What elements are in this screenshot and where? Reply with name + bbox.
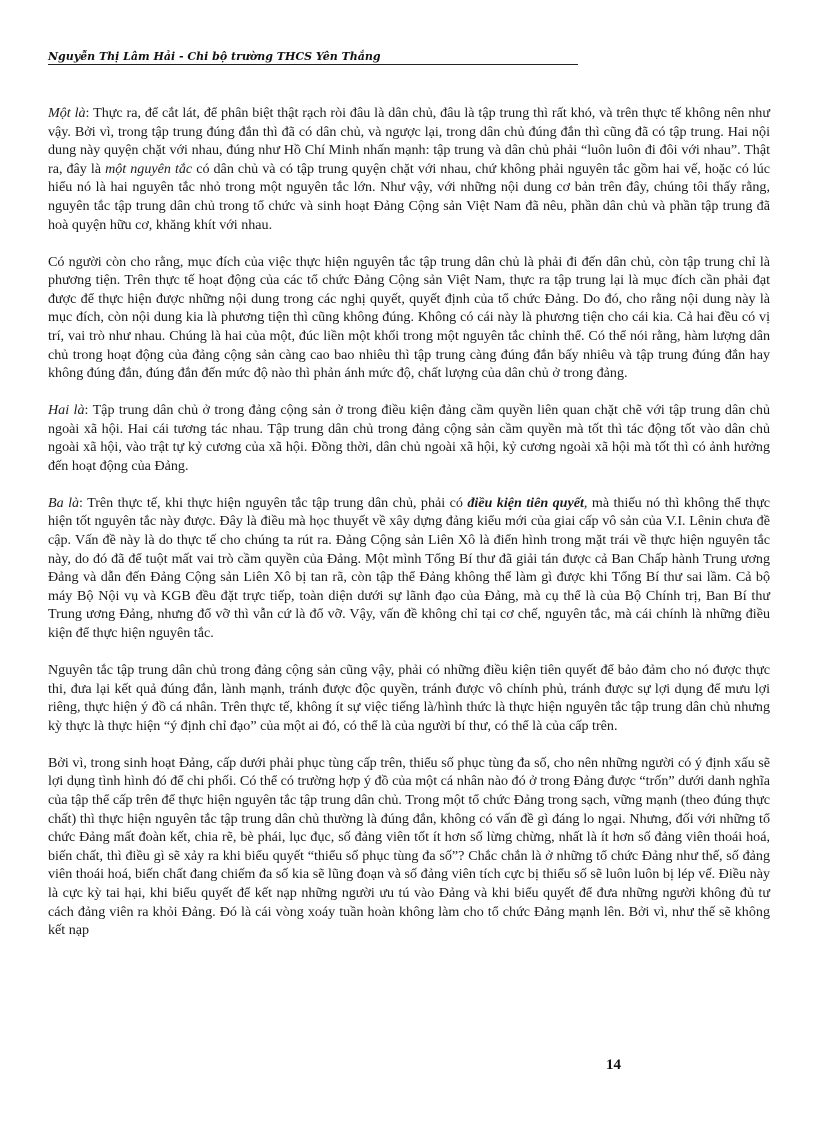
paragraph-mot-la bbox=[48, 104, 770, 234]
paragraph-lead: Ba là bbox=[48, 494, 80, 511]
emphasis-text: một nguyên tắc bbox=[105, 160, 193, 177]
page-number: 14 bbox=[606, 1057, 621, 1073]
paragraph-lead: Một là bbox=[48, 105, 86, 121]
paragraph: Bởi vì, trong sinh hoạt Đảng, cấp dưới phải phục tùng cấp trên, thiểu số phục tùng đa số, cho nên những người có ý định xấu sẽ lợi dụng tình hình đó để chi phối. Có thể có trường hợp ý đồ của một cá nhân nào đó ở trong Đảng được “trốn” dưới danh nghĩa của tập thể cấp trên để thực hiện nguyên tắc tập trung dân chủ. Trong một tổ chức Đảng trong sạch, vững mạnh (theo đúng thực chất) thì thực hiện nguyên tắc tập trung dân chủ thường là đúng đắn, không có vấn đề gì đáng lo ngại. Nhưng, đối với những tổ chức Đảng mất đoàn kết, chia rẽ, bè phái, lục đục, số đảng viên tốt ít hơn số lừng chừng, nhất là ít hơn số đảng viên thoái hoá, biến chất, thì điều gì sẽ xảy ra khi biểu quyết “thiểu số phục tùng đa số”? Chắc chắn là ở những tổ chức Đảng như thế, số đảng viên thoái hoá, biến chất đang chiếm đa số kia sẽ lũng đoạn và số đảng viên tích cực bị thiểu số sẽ luôn luôn bị lép vế. Điều này là cực kỳ tai hại, khi biểu quyết để kết nạp những người ưu tú vào Đảng và khi biểu quyết để đưa những người không đủ tư cách đảng viên ra khỏi Đảng. Đó là cái vòng xoáy tuần hoàn không làm cho tổ chức Đảng mạnh lên. Bởi vì, như thế sẽ không kết nạp bbox=[48, 754, 770, 939]
paragraph: Nguyên tắc tập trung dân chủ trong đảng cộng sản cũng vậy, phải có những điều kiện tiên quyết để bảo đảm cho nó được thực thi, đưa lại kết quả đúng đắn, lành mạnh, tránh được độc quyền, tránh được vô chính phủ, tránh được sự lợi dụng để mưu lợi riêng, thực hiện ý đồ cá nhân. Trên thực tế, không ít sự việc tiếng là/hình thức là thực hiện nguyên tắc tập trung dân chủ nhưng kỳ thực là thực hiện “ý định chỉ đạo” của một ai đó, có thể là của người bí thư, có thể là của cấp trên. bbox=[48, 662, 770, 734]
paragraph-lead: Hai là bbox=[48, 402, 85, 419]
paragraph-text-continued: có dân chủ và có tập trung quyện chặt với nhau, chứ không phải nguyên tắc gồm hai vế, hoặc có lúc hiểu nó là hai nguyên tắc nhỏ trong một nguyên tắc lớn. Như vậy, với những nội dung cơ bản trên đây, chúng tôi thấy rằng, nguyên tắc tập trung dân chủ trong tổ chức và sinh hoạt Đảng Cộng sản Việt Nam đã nêu, phần dân chủ và phần tập trung đã hoà quyện hữu cơ, khăng khít với nhau. bbox=[48, 160, 770, 233]
paragraph: Có người còn cho rằng, mục đích của việc thực hiện nguyên tắc tập trung dân chủ là phải đi đến dân chủ, còn tập trung chỉ là phương tiện. Trên thực tế hoạt động của các tổ chức Đảng Cộng sản Việt Nam, thực ra tập trung lại là mục đích cần phải đạt được để thực hiện được những nội dung trong các nghị quyết, quyết định của tổ chức Đảng. Do đó, cho rằng nội dung này là mục đích, còn nội dung kia là phương tiện thì cũng không đúng. Không có cái này là phương tiện cho cái kia. Cả hai đều có vị trí, vai trò như nhau. Chúng là hai của một, đúc liền một khối trong một nguyên tắc chỉnh thể. Có thể nói rằng, hàm lượng dân chủ trong hoạt động của đảng cộng sản càng cao bao nhiêu thì tập trung càng đúng đắn bấy nhiêu và tập trung đúng đắn hay không đúng đắn, đúng đắn đến mức độ nào thì phản ánh mức độ, chất lượng của dân chủ ở trong đảng. bbox=[48, 253, 770, 382]
paragraph-hai-la bbox=[48, 401, 770, 475]
emphasis-text: điều kiện tiên quyết bbox=[467, 494, 584, 511]
paragraph-text: : Thực ra, để cắt lát, để phân biệt thật rạch ròi đâu là dân chủ, đâu là tập trung thì rất khó, và trên thực tế không nên như vậy. Bởi vì, trong tập trung đúng đắn thì đã có dân chủ, và ngược lại, trong dân chủ đúng đắn thì cũng đã có tập trung. Hai nội dung này quyện chặt với nhau, đúng như Hồ Chí Minh nhấn mạnh: tập trung và dân chủ phải “luôn luôn đi đôi với nhau”. Thật ra, đây là bbox=[48, 105, 770, 177]
document-body bbox=[48, 104, 770, 940]
paragraph-text: : Trên thực tế, khi thực hiện nguyên tắc tập trung dân chủ, phải có bbox=[79, 494, 468, 511]
paragraph-text-continued: , mà thiếu nó thì không thể thực hiện tốt nguyên tắc này được. Đây là điều mà học thuyết về xây dựng đảng kiểu mới của giai cấp vô sản của V.I. Lênin chưa đề cập. Vấn đề này là do thực tế cho chúng ta rút ra. Đảng Cộng sản Liên Xô là điển hình trong mặt trái về thực hiện nguyên tắc này, do đó đã để tuột mất vai trò cầm quyền của Đảng. Một mình Tổng Bí thư đã giải tán được cả Ban Chấp hành Trung ương Đảng và dẫn đến Đảng Cộng sản Liên Xô bị tan rã, còn tập thể Đảng không thể làm gì được khi Tổng Bí thư sai lầm. Cả bộ máy Bộ Nội vụ và KGB đều đặt trực tiếp, toàn diện dưới sự lãnh đạo của Đảng, mà cụ thể là của Bộ Chính trị, Ban Bí thư Trung ương Đảng, nhưng đổ vỡ thì vẫn cứ là đổ vỡ. Vậy, vấn đề không chỉ tại cơ chế, nguyên tắc, mà cái chính là những điều kiện để thực hiện nguyên tắc. bbox=[48, 494, 770, 642]
paragraph-ba-la bbox=[48, 494, 770, 643]
paragraph-text: : Tập trung dân chủ ở trong đảng cộng sản ở trong điều kiện đảng cầm quyền liên quan chặt chẽ với tập trung dân chủ ngoài xã hội. Hai cái tương tác nhau. Tập trung dân chủ trong đảng cộng sản cầm quyền mà tốt thì tác động tốt vào dân chủ ngoài xã hội, vào trật tự kỷ cương của xã hội. Đồng thời, dân chủ ngoài xã hội, kỷ cương ngoài xã hội mà tốt thì có ảnh hưởng đến hoạt động của Đảng. bbox=[48, 402, 770, 474]
page-header: Nguyễn Thị Lâm Hải - Chi bộ trường THCS Yên Thắng bbox=[48, 50, 578, 65]
